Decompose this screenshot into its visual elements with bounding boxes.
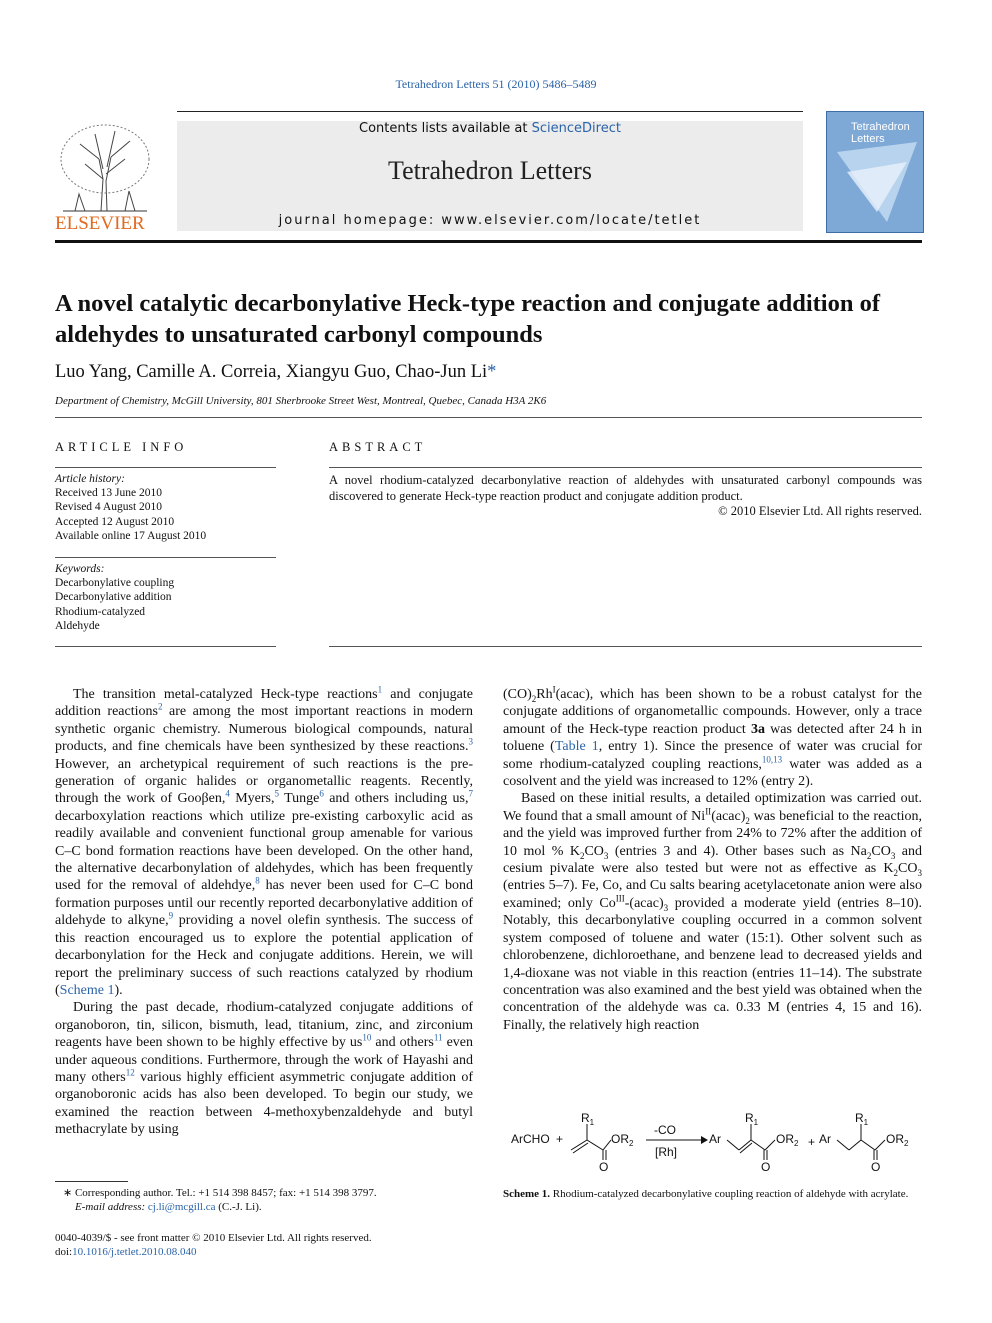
article-title: A novel catalytic decarbonylative Heck-type reaction and conjugate addition of aldehydes to unsaturated carbonyl compounds [55, 290, 880, 348]
carbonyl-o-label: O [599, 1160, 609, 1174]
abstract-text: A novel rhodium-catalyzed decarbonylative reaction of aldehydes with unsaturated carbonyl compounds was discovered to generate Heck-type reaction product and conjugate addition product. [329, 473, 922, 503]
footnote-rule [55, 1181, 128, 1182]
body-paragraph-3: $(CO)_2Rh^I(acac)$, which has been shown to be a robust catalyst for the conjugate additions of organometallic compounds. However, only a trace amount of the Heck-type reaction product 3a was detected after 24 h in toluene (Table 1, entry 1). Since the presence of water was crucial for some rhodium-catalyzed coupling reactions,$^{10,13}$ water was added as a cosolvent and the yield was increased to 12% (entry 2). [503, 684, 922, 790]
arrow-label-top: -CO [654, 1123, 676, 1137]
scheme-caption-text: Rhodium-catalyzed decarbonylative coupling reaction of aldehyde with acrylate. [552, 1188, 909, 1200]
doi-line: doi:10.1016/j.tetlet.2010.08.040 [55, 1246, 197, 1259]
history-received: Received 13 June 2010 [55, 487, 162, 500]
table-link[interactable]: Table 1 [554, 739, 599, 755]
body-paragraph-2: During the past decade, rhodium-catalyzed conjugate additions of organoboron, tin, silicon, bismuth, lead, titanium, zinc, and zirconium reagents have been shown to be highly effective by $us^{10}$ and others$^{11}$ even under aqueous conditions. Furthermore, through the work of Hayashi and many others$^{12}$ various highly efficient asymmetric conjugate addition of organoboronic acids has also been developed. To begin our study, we examined the reaction between 4-methoxybenzaldehyde and butyl methacrylate by using [55, 1000, 474, 1138]
keyword: Decarbonylative coupling [55, 577, 175, 590]
carbonyl-o-label: O [871, 1160, 881, 1174]
keyword: Rhodium-catalyzed [55, 605, 146, 618]
corresponding-footnote [63, 1186, 473, 1214]
or2-label: $OR_2$ [611, 1132, 634, 1148]
compound-3a: 3a [750, 721, 765, 737]
keywords [55, 562, 276, 633]
ref-link[interactable]: 10 [362, 1032, 372, 1043]
divider [329, 646, 922, 647]
contents-line [177, 121, 803, 136]
heck-product-structure [727, 1124, 775, 1160]
ref-link[interactable]: 4 [225, 788, 230, 799]
ref-link[interactable]: 5 [274, 788, 280, 799]
arrow-head [701, 1136, 708, 1144]
corresponding-author-mark[interactable]: * [487, 362, 497, 382]
keyword: Aldehyde [55, 619, 100, 632]
scheme-caption [503, 1187, 922, 1201]
divider [55, 467, 276, 468]
history-accepted: Accepted 12 August 2010 [55, 515, 175, 528]
r1-label: $R_1$ [745, 1111, 759, 1127]
abstract-copyright: © 2010 Elsevier Ltd. All rights reserved. [718, 504, 922, 518]
elsevier-wordmark: ELSEVIER [55, 213, 145, 234]
divider [55, 417, 922, 418]
journal-cover-thumbnail[interactable] [826, 111, 924, 233]
product2-ar: Ar [819, 1132, 831, 1146]
product1-ar: Ar [709, 1132, 721, 1146]
abstract-heading: ABSTRACT [329, 440, 427, 454]
cover-title-1: Tetrahedron [851, 121, 910, 133]
scheme-1 [503, 1108, 922, 1176]
header-thick-rule [55, 240, 922, 243]
elsevier-tree-icon [61, 125, 149, 211]
footnote-corr: ∗ Corresponding author. Tel.: +1 514 398 8457; fax: +1 514 398 3797. [63, 1187, 377, 1199]
keywords-label: Keywords: [55, 563, 105, 575]
doi-link[interactable]: 10.1016/j.tetlet.2010.08.040 [72, 1246, 197, 1259]
divider [55, 557, 276, 558]
article-history [55, 472, 276, 543]
ref-link[interactable]: 12 [125, 1067, 135, 1078]
body-paragraph-1: The transition metal-catalyzed Heck-type reactions$^1$ and conjugate addition reactions$^2$ are among the most important reactions in modern synthetic organic chemistry. Numerous biological compounds, natural products, and fine chemicals have been synthesized by these reactions.$^3$ However, an archetypical requirement of such reactions is the pre-generation of organic halides or organometallic reagents. Recently, through the work of Gooβen,$^4$ Myers,$^5$ Tunge$^6$ and others including us,$^7$ decarboxylation reactions which utilize pre-existing carboxylic acid as readily available and convenient functional group amenable for various C–C bond formation reactions have been developed. On the other hand, the alternative decarbonylation of aldehydes, which has been frequently used for the removal of aldehdye,$^8$ has never been used for C–C bond formation purposes until our recently reported decarbonylative addition of aldehyde to alkyne,$^9$ providing a novel olefin synthesis. The success of this reaction encouraged us to explore the potential application of decarbonylation for the Heck and conjugate additions. Herein, we will report the preliminary success of such reactions catalyzed by rhodium (Scheme 1). [55, 684, 474, 998]
scheme-caption-label: Scheme 1. [503, 1188, 551, 1200]
plus-sign: + [556, 1132, 564, 1146]
plus-sign: + [808, 1135, 816, 1149]
sciencedirect-link[interactable]: ScienceDirect [531, 121, 621, 136]
issn-doi [55, 1231, 475, 1259]
ref-link[interactable]: 3 [468, 736, 473, 747]
history-label: Article history: [55, 473, 125, 485]
ref-link[interactable]: 8 [255, 875, 260, 886]
body-paragraph-4: Based on these initial results, a detailed optimization was carried out. We found that a small amount of $Ni^{II}(acac)_2$ was beneficial to the reaction, and the yield was improved further from 24% to 72% after the addition of 10 mol % $K_2CO_3$ (entries 3 and 4). Other bases such as $Na_2CO_3$ and cesium pivalate were also tested but were not as effective as $K_2CO_3$ (entries 5–7). Fe, Co, and Cu salts bearing acetylacetonate anion were also examined; only $Co^{III}-(acac)_3$ provided a moderate yield (entries 8–10). Notably, this decarbonylative coupling occurred in a common solvent system composed of toluene and water (15:1). Other solvent such as chlorobenzene, dichloroethane, and benzene lead to decreased yields and 1,4-dioxane was not viable in this reaction (entries 11–14). The substrate concentration was also examined and the best yield was obtained when the concentration of the aldehyde was ca. 0.33 M (entries 4, 15 and 16). Finally, the relatively high reaction [503, 791, 922, 1033]
article-info-heading: ARTICLE INFO [55, 440, 188, 454]
journal-name: Tetrahedron Letters [388, 156, 592, 185]
journal-citation[interactable]: Tetrahedron Letters 51 (2010) 5486–5489 [395, 77, 597, 91]
cover-title-2: Letters [851, 133, 885, 145]
conjugate-product-structure [837, 1124, 885, 1160]
divider [329, 467, 922, 468]
scheme-link[interactable]: Scheme 1 [59, 982, 115, 998]
journal-homepage[interactable]: journal homepage: www.elsevier.com/locate/tetlet [278, 213, 702, 228]
ref-link[interactable]: 9 [168, 910, 174, 921]
divider [55, 646, 276, 647]
or2-label: $OR_2$ [776, 1132, 799, 1148]
history-online: Available online 17 August 2010 [55, 529, 207, 542]
email-link[interactable]: cj.li@mcgill.ca [147, 1201, 216, 1214]
ref-link[interactable]: 2 [157, 701, 163, 712]
reactant-aldehyde: ArCHO [511, 1132, 550, 1146]
ref-link[interactable]: 10,13 [761, 753, 783, 764]
ref-link[interactable]: 11 [433, 1032, 443, 1043]
r1-label: $R_1$ [581, 1111, 595, 1127]
body-right-column [503, 686, 922, 1034]
header-top-rule [177, 111, 803, 112]
arrow-label-bottom: [Rh] [655, 1145, 678, 1159]
body-left-column [55, 686, 473, 1139]
elsevier-logo [55, 119, 155, 234]
authors [55, 362, 496, 383]
ref-link[interactable]: 1 [377, 684, 383, 695]
keyword: Decarbonylative addition [55, 591, 172, 604]
affiliation: Department of Chemistry, McGill University, 801 Sherbrooke Street West, Montreal, Quebec, Canada H3A 2K6 [55, 395, 547, 407]
issn-line: 0040-4039/$ - see front matter © 2010 Elsevier Ltd. All rights reserved. [55, 1232, 372, 1244]
acrylate-structure [571, 1124, 611, 1160]
ref-link[interactable]: 7 [468, 788, 473, 799]
contents-prefix: Contents lists available at [359, 121, 532, 136]
or2-label: $OR_2$ [886, 1132, 909, 1148]
footnote-email: E-mail address: cj.li@mcgill.ca (C.-J. Li). [75, 1201, 262, 1214]
ref-link[interactable]: 6 [319, 788, 324, 799]
r1-label: $R_1$ [855, 1111, 869, 1127]
history-revised: Revised 4 August 2010 [55, 501, 163, 514]
carbonyl-o-label: O [761, 1160, 771, 1174]
author-list: Luo Yang, Camille A. Correia, Xiangyu Guo, Chao-Jun Li [55, 362, 488, 382]
